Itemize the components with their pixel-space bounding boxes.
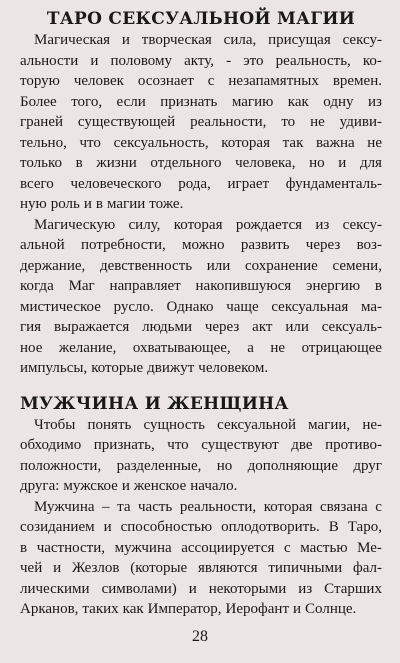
text-line: альности и половому акту, - это реальность, ко-	[20, 52, 382, 69]
text-line: ную роль и в магии тоже.	[20, 196, 184, 212]
paragraph	[20, 497, 382, 620]
text-line: Магическую силу, которая рождается из сексу-	[34, 216, 382, 233]
section-title: МУЖЧИНА И ЖЕНЩИНА	[20, 393, 289, 414]
paragraph	[20, 215, 382, 379]
text-line: ное желание, охватывающее, а не отрицающее	[20, 339, 382, 356]
text-line: граней существующей реальности, то не удиви-	[20, 114, 382, 130]
book-page	[20, 8, 382, 620]
text-block-1	[20, 30, 382, 379]
text-line: Арканов, таких как Император, Иерофант и Солнце.	[20, 601, 357, 617]
text-line: Магическая и творческая сила, присущая сексу-	[34, 32, 382, 48]
page-number: 28	[192, 628, 208, 645]
text-line: Мужчина – та часть реальности, которая связана с	[34, 498, 382, 515]
text-line: мистическое русло. Однако чаще сексуальная ма-	[20, 298, 382, 315]
text-line: когда Маг направляет накопившуюся энергию в	[20, 278, 382, 294]
paragraph	[20, 30, 382, 215]
text-line: только в жизни отдельного человека, но и для	[20, 155, 382, 171]
text-line: положности, разделенные, но дополняющие друг	[20, 457, 382, 474]
text-line: Более того, если признать магию как одну из	[20, 93, 382, 110]
text-line: тельно, что сексуальность, которая так важна не	[20, 134, 382, 151]
text-line: обходимо признать, что существуют две противо-	[20, 437, 382, 453]
text-block-2	[20, 415, 382, 620]
text-line: гия выражается людьми через акт или сексуаль-	[20, 319, 382, 335]
paragraph	[20, 415, 382, 497]
text-line: импульсы, которые движут человеком.	[20, 360, 269, 376]
text-line: созиданием и способностью оплодотворить. В Таро,	[20, 519, 382, 535]
text-line: торую человек осознает с незапамятных времен.	[20, 73, 382, 89]
text-line: Чтобы понять сущность сексуальной магии, не-	[34, 416, 382, 433]
text-line: в частности, мужчина ассоциируется с мастью Ме-	[20, 539, 382, 556]
page-title: ТАРО СЕКСУАЛЬНОЙ МАГИИ	[46, 9, 356, 29]
text-line: альной потребности, можно развить через воз-	[20, 237, 382, 253]
text-line: держание, девственность или сохранение семени,	[20, 257, 382, 274]
text-line: чей и Жезлов (которые являются типичными фал-	[20, 560, 382, 576]
text-line: всего человеческого рода, играет фундаменталь-	[20, 175, 382, 192]
text-line: друга: мужское и женское начало.	[20, 478, 238, 494]
text-line: лическими символами) и некоторыми из Старших	[20, 580, 382, 597]
